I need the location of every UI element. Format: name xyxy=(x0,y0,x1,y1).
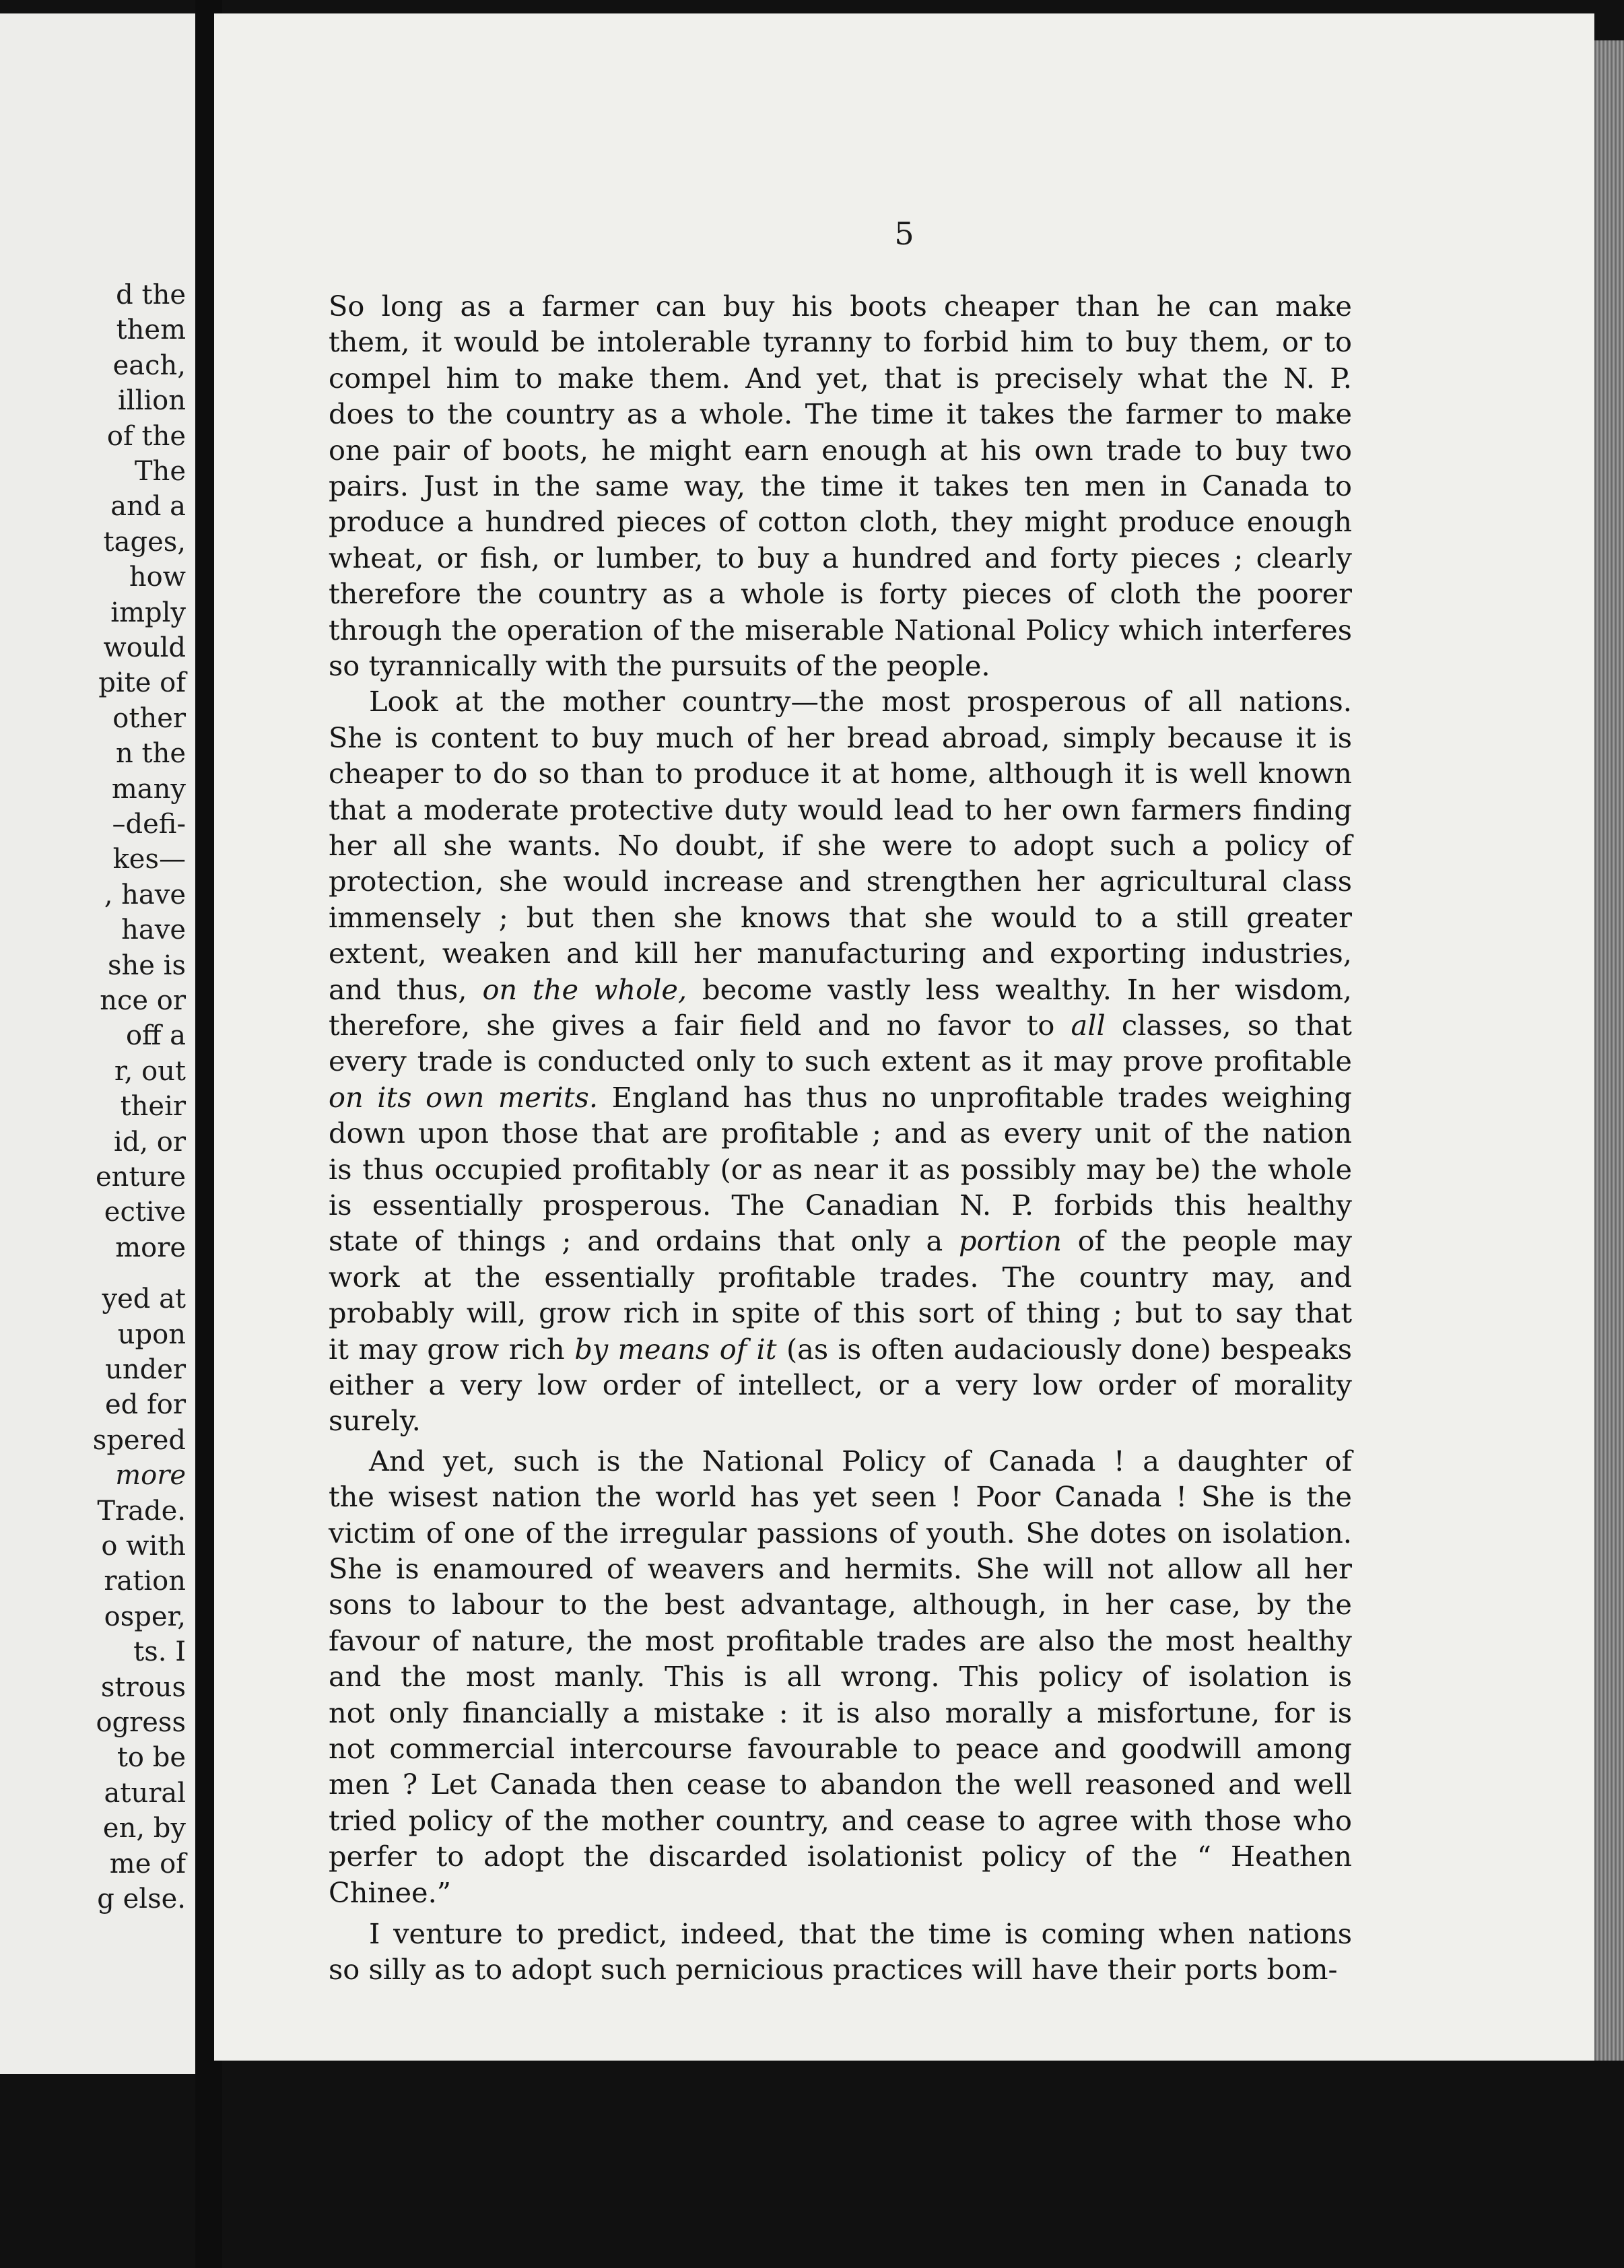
left-page-line: their xyxy=(120,1091,186,1123)
text-line xyxy=(329,865,1352,898)
left-page-line: strous xyxy=(100,1671,186,1703)
text-run: it may grow rich xyxy=(329,1332,575,1366)
text-line xyxy=(329,1624,1352,1657)
text-line xyxy=(329,973,1352,1006)
text-line xyxy=(329,1516,1352,1549)
text-line xyxy=(329,1804,1352,1837)
text-line xyxy=(329,1480,1352,1513)
emphasized-text: on the whole, xyxy=(482,972,687,1006)
text-line xyxy=(329,1732,1352,1765)
left-page-line: ts. I xyxy=(133,1636,186,1668)
text-line xyxy=(329,1044,1352,1077)
text-run: pairs. Just in the same way, the time it takes ten men in Canada to xyxy=(329,469,1352,502)
text-line xyxy=(329,793,1352,826)
left-page-line: ogress xyxy=(96,1707,186,1738)
left-page-line: n the xyxy=(116,738,186,770)
text-run: therefore, she gives a fair field and no favor to xyxy=(329,1009,1071,1042)
left-page-line: nce or xyxy=(100,985,186,1016)
text-line xyxy=(329,721,1352,754)
emphasized-text: by means of it xyxy=(574,1332,777,1366)
text-line xyxy=(329,434,1352,467)
text-line xyxy=(329,1009,1352,1042)
text-run: produce a hundred pieces of cotton cloth, they might produce enough xyxy=(329,505,1352,539)
text-run: classes, so that xyxy=(1105,1009,1352,1042)
left-page-line: many xyxy=(111,773,186,805)
left-page-line: upon xyxy=(117,1319,186,1350)
left-page-line: them xyxy=(116,314,186,346)
text-line xyxy=(329,1404,1352,1437)
text-run: that a moderate protective duty would lead to her own farmers finding xyxy=(329,793,1352,826)
text-line xyxy=(369,1444,1352,1477)
text-run: I venture to predict, indeed, that the time is coming when nations xyxy=(369,1917,1352,1950)
text-line xyxy=(329,1296,1352,1329)
left-page-line: more xyxy=(115,1460,186,1492)
text-run: state of things ; and ordains that only a xyxy=(329,1224,959,1258)
page-number: 5 xyxy=(894,215,914,252)
text-run: and thus, xyxy=(329,972,483,1006)
text-run: perfer to adopt the discarded isolationist policy of the “ Heathen xyxy=(329,1840,1352,1873)
text-run: compel him to make them. And yet, that is precisely what the N. P. xyxy=(329,361,1352,395)
left-page-line: imply xyxy=(110,597,186,628)
left-page-line: The xyxy=(134,456,186,487)
left-page-line: and a xyxy=(110,491,186,523)
text-run: protection, she would increase and strengthen her agricultural class xyxy=(329,865,1352,898)
text-run: And yet, such is the National Policy of Canada ! a daughter of xyxy=(369,1444,1352,1477)
text-run: victim of one of the irregular passions of youth. She dotes on isolation. xyxy=(329,1516,1352,1549)
left-page-line: each, xyxy=(112,349,186,381)
text-run: them, it would be intolerable tyranny to forbid him to buy them, or to xyxy=(329,325,1352,359)
text-run: is essentially prosperous. The Canadian N. P. forbids this healthy xyxy=(329,1189,1352,1222)
text-line xyxy=(329,1224,1352,1257)
text-run: surely. xyxy=(329,1404,421,1438)
left-page-line: more xyxy=(115,1232,186,1263)
page-edges xyxy=(1594,40,1624,2061)
emphasized-text: on its own merits. xyxy=(329,1080,599,1114)
left-page-line: spered xyxy=(92,1424,186,1456)
emphasized-text: portion xyxy=(958,1224,1062,1258)
text-run: and the most manly. This is all wrong. This policy of isolation is xyxy=(329,1660,1352,1694)
left-page-line: Trade. xyxy=(97,1495,186,1527)
text-line xyxy=(329,613,1352,646)
emphasized-text: all xyxy=(1071,1009,1106,1042)
left-page-line: she is xyxy=(108,949,186,981)
text-line xyxy=(329,505,1352,538)
text-line xyxy=(329,1953,1352,1986)
left-page-line: –defi- xyxy=(112,809,186,840)
text-line xyxy=(329,362,1352,395)
left-page-line: yed at xyxy=(102,1283,186,1315)
left-page-line: enture xyxy=(95,1162,186,1193)
text-line xyxy=(329,1189,1352,1222)
text-run: Look at the mother country—the most prosperous of all nations. xyxy=(369,685,1352,719)
text-line xyxy=(369,685,1352,718)
text-run: is thus occupied profitably (or as near it as possibly may be) the whole xyxy=(329,1152,1352,1186)
text-line xyxy=(329,541,1352,574)
text-run: extent, weaken and kill her manufacturing and exporting industries, xyxy=(329,937,1352,970)
text-run: England has thus no unprofitable trades weighing xyxy=(598,1080,1352,1114)
text-run: through the operation of the miserable National Policy which interferes xyxy=(329,613,1352,646)
left-page-line: other xyxy=(112,702,186,734)
left-page-line: ective xyxy=(104,1197,186,1228)
left-page-line: under xyxy=(105,1354,186,1385)
text-line xyxy=(329,1081,1352,1114)
text-run: therefore the country as a whole is forty pieces of cloth the poorer xyxy=(329,577,1352,611)
text-run: her all she wants. No doubt, if she were to adopt such a policy of xyxy=(329,829,1352,862)
text-line xyxy=(329,577,1352,610)
left-page-line: of the xyxy=(106,420,186,452)
text-line xyxy=(329,1552,1352,1585)
text-run: immensely ; but then she knows that she would to a still greater xyxy=(329,900,1352,934)
left-page-line: kes— xyxy=(112,844,186,875)
text-line xyxy=(329,901,1352,934)
text-run: does to the country as a whole. The time it takes the farmer to make xyxy=(329,397,1352,431)
left-page-line: o with xyxy=(101,1531,186,1562)
text-line xyxy=(329,290,1352,323)
right-page xyxy=(214,13,1594,2061)
text-run: She is enamoured of weavers and hermits. She will not allow all her xyxy=(329,1552,1352,1585)
text-run: She is content to buy much of her bread abroad, simply because it is xyxy=(329,721,1352,754)
text-line xyxy=(369,1917,1352,1950)
text-line xyxy=(329,469,1352,502)
text-run: cheaper to do so than to produce it at home, although it is well known xyxy=(329,757,1352,791)
text-run: down upon those that are profitable ; and as every unit of the nation xyxy=(329,1116,1352,1150)
left-page-line: g else. xyxy=(97,1883,186,1914)
text-run: (as is often audaciously done) bespeaks xyxy=(776,1332,1353,1366)
left-page-line: id, or xyxy=(113,1126,186,1158)
left-page-line: would xyxy=(103,632,186,663)
left-page-line: osper, xyxy=(104,1601,186,1632)
text-run: favour of nature, the most profitable trades are also the most healthy xyxy=(329,1624,1352,1657)
text-run: probably will, grow rich in spite of this sort of thing ; but to say that xyxy=(329,1296,1352,1330)
text-run: so tyrannically with the pursuits of the people. xyxy=(329,649,990,682)
text-line xyxy=(329,1116,1352,1149)
text-run: Chinee.” xyxy=(329,1875,452,1909)
text-run: so silly as to adopt such pernicious practices will have their ports bom- xyxy=(329,1953,1338,1987)
left-page-line: tages, xyxy=(103,526,186,558)
text-line xyxy=(329,1153,1352,1186)
text-line xyxy=(329,325,1352,358)
text-run: tried policy of the mother country, and cease to agree with those who xyxy=(329,1803,1352,1837)
text-line xyxy=(329,1696,1352,1729)
text-run: men ? Let Canada then cease to abandon the well reasoned and well xyxy=(329,1768,1352,1801)
text-run: work at the essentially profitable trades. The country may, and xyxy=(329,1260,1352,1294)
text-run: of the people may xyxy=(1062,1224,1353,1258)
text-line xyxy=(329,937,1352,970)
text-run: wheat, or fish, or lumber, to buy a hundred and forty pieces ; clearly xyxy=(329,541,1352,574)
left-page-line: atural xyxy=(104,1777,186,1809)
text-run: the wisest nation the world has yet seen ! Poor Canada ! She is the xyxy=(329,1480,1352,1514)
left-page-line: ed for xyxy=(105,1389,186,1421)
left-page-line: to be xyxy=(116,1742,186,1774)
left-page-fragment xyxy=(0,13,198,2074)
text-line xyxy=(329,397,1352,430)
left-page-line: en, by xyxy=(102,1813,186,1844)
text-run: not commercial intercourse favourable to peace and goodwill among xyxy=(329,1732,1352,1765)
left-page-line: ration xyxy=(104,1566,186,1597)
left-page-line: , have xyxy=(104,879,186,910)
left-page-line: r, out xyxy=(114,1055,186,1087)
text-line xyxy=(329,757,1352,790)
left-page-line: me of xyxy=(109,1848,186,1879)
text-line xyxy=(329,1261,1352,1294)
text-run: one pair of boots, he might earn enough at his own trade to buy two xyxy=(329,433,1352,467)
text-line xyxy=(329,1368,1352,1401)
left-page-line: how xyxy=(129,562,186,593)
text-run: either a very low order of intellect, or a very low order of morality xyxy=(329,1368,1352,1401)
text-line xyxy=(329,1840,1352,1873)
text-line xyxy=(329,1768,1352,1801)
text-line xyxy=(329,829,1352,862)
left-page-line: pite of xyxy=(98,667,186,699)
left-page-line: d the xyxy=(116,279,186,310)
text-line xyxy=(329,1588,1352,1621)
text-line xyxy=(329,1660,1352,1693)
text-run: So long as a farmer can buy his boots cheaper than he can make xyxy=(329,290,1352,323)
left-page-line: illion xyxy=(117,385,186,417)
left-page-line: off a xyxy=(125,1020,186,1052)
text-line xyxy=(329,649,1352,682)
text-line xyxy=(329,1333,1352,1366)
text-run: not only financially a mistake : it is also morally a misfortune, for is xyxy=(329,1696,1352,1729)
text-run: sons to labour to the best advantage, although, in her case, by the xyxy=(329,1588,1352,1622)
text-run: every trade is conducted only to such extent as it may prove profitable xyxy=(329,1044,1352,1078)
text-line xyxy=(329,1876,1352,1909)
text-run: become vastly less wealthy. In her wisdom, xyxy=(687,972,1352,1006)
left-page-line: have xyxy=(121,914,186,946)
